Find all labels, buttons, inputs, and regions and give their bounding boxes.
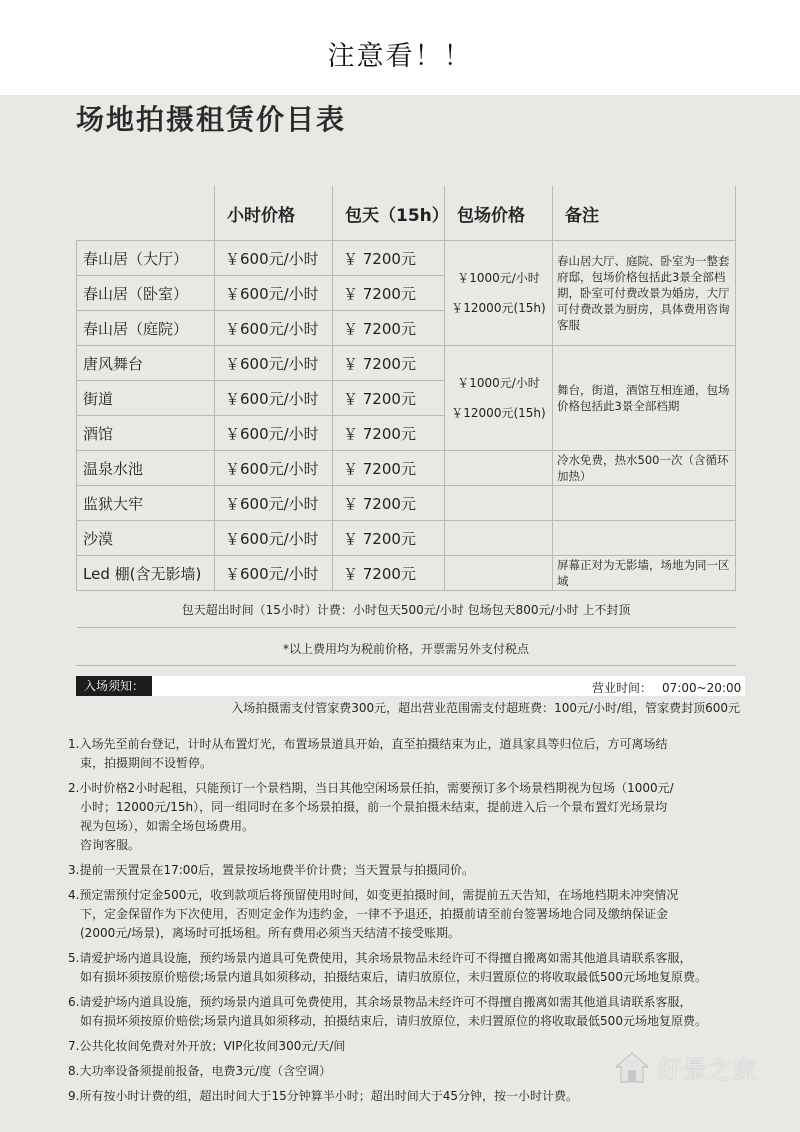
rule-line: 如有损坏须按原价赔偿;场景内道具如须移动，拍摄结束后，请归放原位，未归置原位的将收取最低500元场地复原费。: [80, 970, 707, 984]
day-price: ￥ 7200元: [333, 346, 445, 381]
page-title: 场地拍摄租赁价目表: [76, 103, 347, 136]
rule-line: 9.所有按小时计费的组，超出时间大于15分钟算半小时；超出时间大于45分钟，按一小时计费。: [68, 1089, 578, 1103]
watermark-logo: [612, 1047, 758, 1087]
hour-price: ￥600元/小时: [215, 486, 333, 521]
watermark-text: 好景之家: [658, 1055, 758, 1084]
header-notes: 备注: [553, 186, 736, 241]
package-a-hourly: ￥1000元/小时: [457, 271, 540, 285]
rule-line: 如有损坏须按原价赔偿;场景内道具如须移动，拍摄结束后，请归放原位，未归置原位的将收取最低500元场地复原费。: [80, 1014, 707, 1028]
rule-line: 2.小时价格2小时起租，只能预订一个景档期，当日其他空闲场景任拍，需要预订多个场景档期视为包场（1000元/: [68, 781, 674, 795]
table-row: [77, 346, 736, 381]
list-item: [68, 949, 768, 987]
fee-line: 入场拍摄需支付管家费300元，超出营业范围需支付超班费：100元/小时/组，管家费封顶600元: [231, 701, 740, 715]
list-item: [68, 861, 768, 880]
note-c: 冷水免费，热水500一次（含循环加热）: [553, 451, 736, 486]
hour-price: ￥600元/小时: [215, 451, 333, 486]
note-empty: [553, 486, 736, 521]
overtime-row: [77, 591, 736, 628]
notice-heading: 注意看！！: [327, 41, 473, 72]
scene-name: 春山居（卧室）: [77, 276, 215, 311]
package-price-empty: [445, 451, 553, 486]
scene-name: 唐风舞台: [77, 346, 215, 381]
table-header-row: [77, 186, 736, 241]
rule-line: (2000元/场景)，离场时可抵场租。所有费用必须当天结清不接受账期。: [80, 926, 460, 940]
table-row: [77, 556, 736, 591]
business-hours-label: 营业时间：: [592, 681, 653, 695]
package-price-b: [445, 346, 553, 451]
tax-note: *以上费用均为税前价格，开票需另外支付税点: [282, 642, 529, 656]
scene-name: 沙漠: [77, 521, 215, 556]
hour-price: ￥600元/小时: [215, 276, 333, 311]
rule-line: 5.请爱护场内道具设施，预约场景内道具可免费使用，其余场景物品未经许可不得擅自搬离如需其他道具请联系客服，: [68, 951, 692, 965]
day-price: ￥ 7200元: [333, 276, 445, 311]
hour-price: ￥600元/小时: [215, 311, 333, 346]
day-price: ￥ 7200元: [333, 381, 445, 416]
scene-name: 监狱大牢: [77, 486, 215, 521]
package-price-a: [445, 241, 553, 346]
day-price: ￥ 7200元: [333, 486, 445, 521]
list-item: [68, 886, 768, 943]
package-price-empty: [445, 486, 553, 521]
day-price: ￥ 7200元: [333, 241, 445, 276]
note-empty: [553, 521, 736, 556]
note-a: 春山居大厅、庭院、卧室为一整套府邸，包场价格包括此3景全部档期，卧室可付费改景为婚房，大厅可付费改景为厨房，具体费用咨询客服: [553, 241, 736, 346]
price-table: [76, 186, 736, 628]
hour-price: ￥600元/小时: [215, 416, 333, 451]
hour-price: ￥600元/小时: [215, 556, 333, 591]
list-item: [68, 993, 768, 1031]
rule-line: 小时；12000元/15h），同一组同时在多个场景拍摄，前一个景拍摄未结束，提前进入后一个景布置灯光场景均: [80, 800, 668, 814]
hour-price: ￥600元/小时: [215, 241, 333, 276]
package-b-hourly: ￥1000元/小时: [457, 376, 540, 390]
overtime-text: 包天超出时间（15小时）计费：小时包天500元/小时 包场包天800元/小时 上不封顶: [77, 591, 736, 628]
table-header-blank: [77, 186, 215, 241]
hour-price: ￥600元/小时: [215, 521, 333, 556]
rule-line: 1.入场先至前台登记，计时从布置灯光，布置场景道具开始，直至拍摄结束为止，道具家具等归位后，方可离场结: [68, 737, 668, 751]
rule-line: 束，拍摄期间不设暂停。: [80, 756, 213, 770]
package-b-daily: ￥12000元(15h): [451, 406, 546, 420]
rule-line: 4.预定需预付定金500元，收到款项后将预留使用时间，如变更拍摄时间，需提前五天告知，在场地档期未冲突情况: [68, 888, 679, 902]
day-price: ￥ 7200元: [333, 556, 445, 591]
package-price-empty: [445, 521, 553, 556]
package-a-daily: ￥12000元(15h): [451, 301, 546, 315]
scene-name: Led 棚(含无影墙): [77, 556, 215, 591]
note-d: 屏幕正对为无影墙，场地为同一区域: [553, 556, 736, 591]
table-row: [77, 451, 736, 486]
table-row: [77, 241, 736, 276]
header-day-price: 包天（15h）: [333, 186, 445, 241]
table-row: [77, 486, 736, 521]
scene-name: 街道: [77, 381, 215, 416]
scene-name: 酒馆: [77, 416, 215, 451]
business-hours-value: 07:00~20:00: [662, 681, 742, 695]
list-item: [68, 735, 768, 773]
rule-line: 8.大功率设备须提前报备，电费3元/度（含空调）: [68, 1064, 332, 1078]
rule-line: 3.提前一天置景在17:00后，置景按场地费半价计费；当天置景与拍摄同价。: [68, 863, 475, 877]
header-hour-price: 小时价格: [215, 186, 333, 241]
house-icon: [612, 1047, 652, 1087]
day-price: ￥ 7200元: [333, 311, 445, 346]
scene-name: 温泉水池: [77, 451, 215, 486]
header-package-price: 包场价格: [445, 186, 553, 241]
day-price: ￥ 7200元: [333, 416, 445, 451]
divider: [76, 665, 736, 666]
rule-line: 下，定金保留作为下次使用，否则定金作为违约金，一律不予退还，拍摄前请至前台签署场地合同及缴纳保证金: [80, 907, 669, 921]
entry-notice-label: 入场须知：: [76, 676, 152, 696]
table-row: [77, 521, 736, 556]
list-item: [68, 1087, 768, 1106]
scene-name: 春山居（庭院）: [77, 311, 215, 346]
list-item: [68, 779, 768, 855]
package-price-empty: [445, 556, 553, 591]
rule-line: 视为包场），如需全场包场费用。: [80, 819, 255, 833]
day-price: ￥ 7200元: [333, 521, 445, 556]
hour-price: ￥600元/小时: [215, 346, 333, 381]
business-hours: [592, 679, 741, 696]
scene-name: 春山居（大厅）: [77, 241, 215, 276]
day-price: ￥ 7200元: [333, 451, 445, 486]
rule-line: 6.请爱护场内道具设施，预约场景内道具可免费使用，其余场景物品未经许可不得擅自搬离如需其他道具请联系客服，: [68, 995, 692, 1009]
rule-line: 7.公共化妆间免费对外开放；VIP化妆间300元/天/间: [68, 1039, 346, 1053]
rule-line: 咨询客服。: [80, 838, 141, 852]
hour-price: ￥600元/小时: [215, 381, 333, 416]
note-b: 舞台，街道，酒馆互相连通，包场价格包括此3景全部档期: [553, 346, 736, 451]
